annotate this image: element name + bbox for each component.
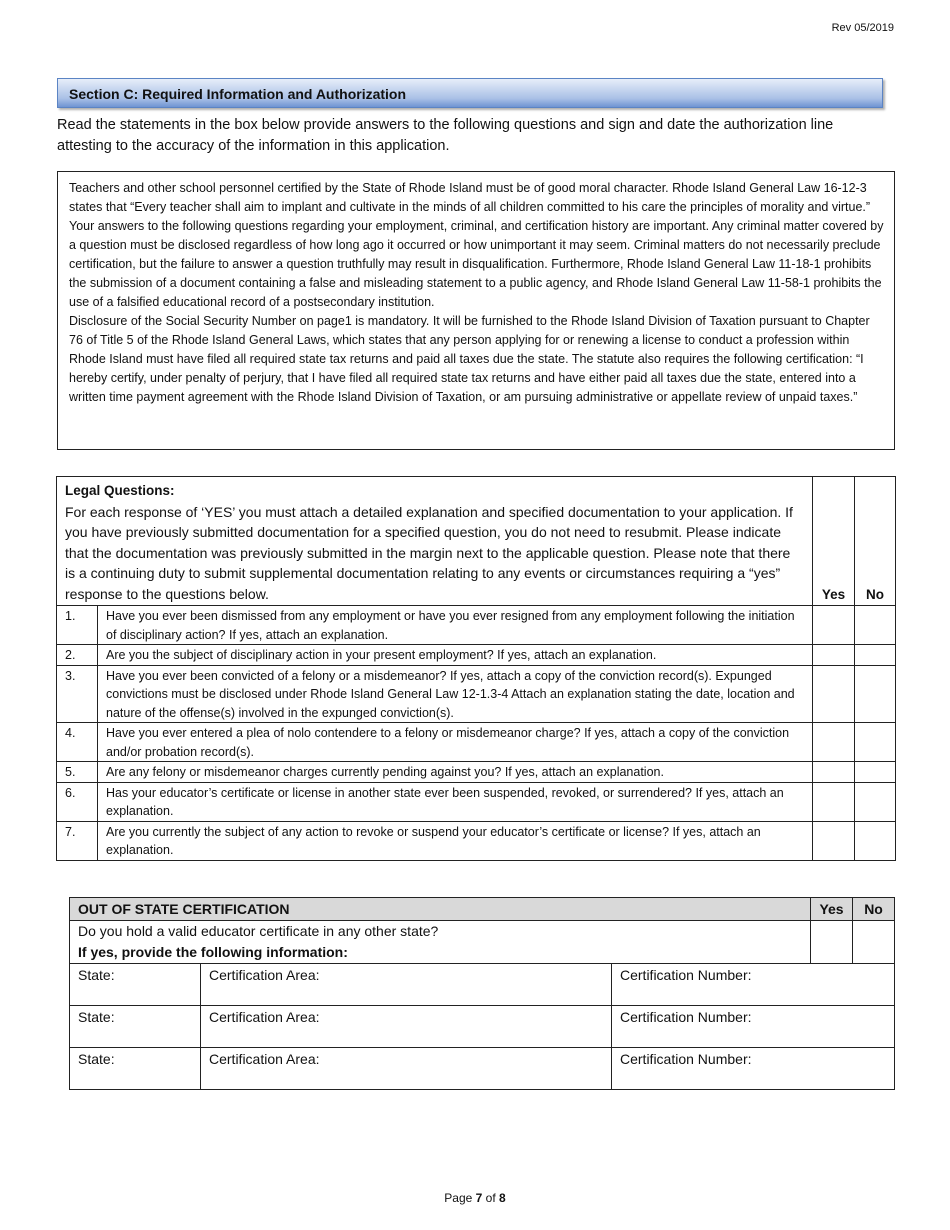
question-number: 2. [57, 645, 98, 666]
yes-answer-cell[interactable] [813, 821, 855, 860]
page-footer [0, 1191, 950, 1205]
question-number: 5. [57, 762, 98, 783]
question-number: 6. [57, 782, 98, 821]
question-text: Are you currently the subject of any action to revoke or suspend your educator’s certificate or license? If yes, attach an explanation. [98, 821, 813, 860]
out-of-state-question-cell [70, 921, 811, 964]
table-row [57, 821, 896, 860]
table-row [57, 606, 896, 645]
yes-answer-cell[interactable] [813, 782, 855, 821]
question-text: Are any felony or misdemeanor charges currently pending against you? If yes, attach an explanation. [98, 762, 813, 783]
table-row [57, 665, 896, 723]
yes-answer-cell[interactable] [813, 606, 855, 645]
certification-number-field[interactable]: Certification Number: [612, 1048, 895, 1090]
statement-paragraph-1: Teachers and other school personnel certified by the State of Rhode Island must be of good moral character. Rhode Island General Law 16-12-3 states that “Every teacher shall aim to implant and cultivate in the minds of all children committed to his care the principles of morality and virtue.” Your answers to the following questions regarding your employment, criminal, and certification history are important. Any criminal matter covered by a question must be disclosed regardless of how long ago it occurred or how unimportant it may seem. Criminal matters do not necessarily preclude certification, but the failure to answer a question truthfully may result in disqualification. Furthermore, Rhode Island General Law 11-18-1 prohibits the submission of a document containing a false and misleading statement to a public agency, and Rhode Island General Law 11-58-1 prohibits the use of a falsified educational record of a postsecondary institution. [69, 181, 884, 309]
question-text: Have you ever entered a plea of nolo contendere to a felony or misdemeanor charge? If yes, attach a copy of the conviction and/or probation record(s). [98, 723, 813, 762]
legal-instructions: For each response of ‘YES’ you must attach a detailed explanation and specified documentation to your application. If you have previously submitted documentation for a specified question, you do not need to resubmit. Please indicate that the documentation was previously submitted in the margin next to the applicable question. Please note that there is a continuing duty to submit supplemental documentation relating to any events or circumstances requiring a “yes” response to the questions below. [65, 503, 793, 602]
out-of-state-question: Do you hold a valid educator certificate in any other state? [78, 923, 439, 939]
statement-paragraph-2: Disclosure of the Social Security Number on page1 is mandatory. It will be furnished to the Rhode Island Division of Taxation pursuant to Chapter 76 of Title 5 of the Rhode Island General Laws, which states that any person applying for or renewing a license to conduct a profession within Rhode Island must have filed all required state tax returns and paid all taxes due the state. The statute also requires the following certification: “I hereby certify, under penalty of perjury, that I have filed all required state tax returns and have either paid all taxes due the state, entered into a written time payment agreement with the Rhode Island Division of Taxation, or am pursuing administrative or appellate review of unpaid taxes.” [69, 314, 870, 404]
certification-area-field[interactable]: Certification Area: [201, 1006, 612, 1048]
table-row [57, 645, 896, 666]
question-number: 7. [57, 821, 98, 860]
section-header: Section C: Required Information and Authorization [57, 78, 883, 108]
question-text: Have you ever been convicted of a felony or a misdemeanor? If yes, attach a copy of the conviction record(s). Expunged convictions must be disclosed under Rhode Island General Law 12-1.3-4 Attach an explanation stating the date, location and nature of the offense(s) involved in the expunged conviction(s). [98, 665, 813, 723]
question-number: 3. [57, 665, 98, 723]
page-total: 8 [499, 1191, 506, 1205]
certification-area-field[interactable]: Certification Area: [201, 964, 612, 1006]
certification-area-field[interactable]: Certification Area: [201, 1048, 612, 1090]
table-row [57, 723, 896, 762]
question-number: 4. [57, 723, 98, 762]
state-field[interactable]: State: [70, 964, 201, 1006]
table-row [70, 964, 895, 1006]
intro-text: Read the statements in the box below provide answers to the following questions and sign and date the authorization line attesting to the accuracy of the information in this application. [57, 117, 834, 154]
out-of-state-title: OUT OF STATE CERTIFICATION [70, 898, 811, 921]
question-text: Are you the subject of disciplinary action in your present employment? If yes, attach an explanation. [98, 645, 813, 666]
table-row [70, 1006, 895, 1048]
yes-answer-cell[interactable] [813, 645, 855, 666]
no-answer-cell[interactable] [855, 665, 896, 723]
out-of-state-yes-cell[interactable] [811, 921, 853, 964]
question-number: 1. [57, 606, 98, 645]
legal-yes-header: Yes [813, 477, 855, 606]
certification-number-field[interactable]: Certification Number: [612, 964, 895, 1006]
state-field[interactable]: State: [70, 1006, 201, 1048]
page-current: 7 [475, 1191, 483, 1205]
statement-box [57, 171, 895, 450]
yes-answer-cell[interactable] [813, 762, 855, 783]
out-of-state-no-cell[interactable] [853, 921, 895, 964]
no-answer-cell[interactable] [855, 645, 896, 666]
page-mid: of [482, 1191, 500, 1205]
yes-answer-cell[interactable] [813, 665, 855, 723]
revision-label: Rev 05/2019 [831, 22, 894, 34]
certification-number-field[interactable]: Certification Number: [612, 1006, 895, 1048]
question-text: Has your educator’s certificate or license in another state ever been suspended, revoked, or surrendered? If yes, attach an explanation. [98, 782, 813, 821]
no-answer-cell[interactable] [855, 606, 896, 645]
out-of-state-table [69, 897, 895, 1090]
no-answer-cell[interactable] [855, 782, 896, 821]
table-row [70, 1048, 895, 1090]
no-answer-cell[interactable] [855, 762, 896, 783]
no-answer-cell[interactable] [855, 821, 896, 860]
page-prefix: Page [444, 1191, 476, 1205]
table-row [57, 762, 896, 783]
table-row [57, 782, 896, 821]
out-of-state-no-header: No [853, 898, 895, 921]
no-answer-cell[interactable] [855, 723, 896, 762]
question-text: Have you ever been dismissed from any employment or have you ever resigned from any employment following the initiation of disciplinary action? If yes, attach an explanation. [98, 606, 813, 645]
legal-title: Legal Questions: [65, 483, 175, 498]
legal-no-header: No [855, 477, 896, 606]
state-field[interactable]: State: [70, 1048, 201, 1090]
legal-intro-cell [57, 477, 813, 606]
yes-answer-cell[interactable] [813, 723, 855, 762]
legal-questions-table [56, 476, 896, 861]
out-of-state-yes-header: Yes [811, 898, 853, 921]
out-of-state-followup: If yes, provide the following information: [78, 944, 348, 960]
